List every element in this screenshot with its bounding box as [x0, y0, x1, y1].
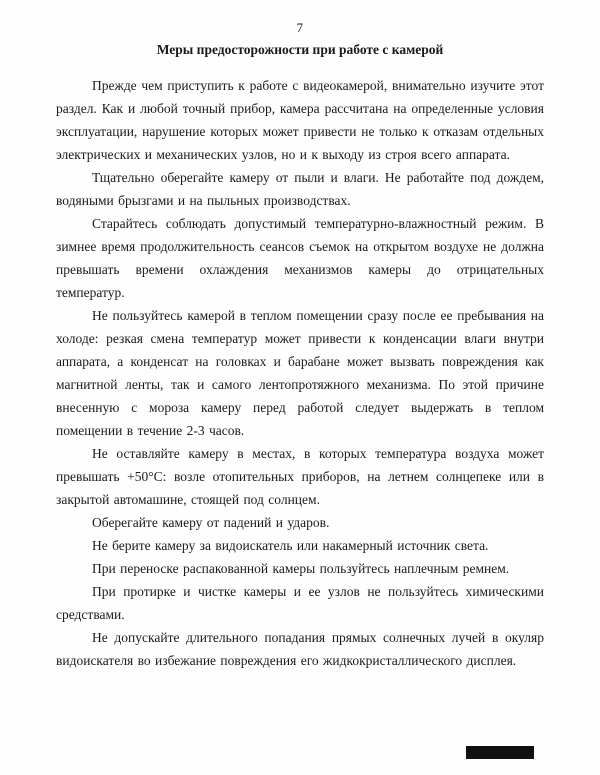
page-number: 7: [296, 20, 304, 35]
document-title: Меры предосторожности при работе с камерой: [156, 42, 444, 57]
paragraph: Не берите камеру за видоискатель или накамерный источник света.: [92, 538, 489, 553]
paragraph: Оберегайте камеру от падений и ударов.: [92, 515, 330, 530]
paragraph: При переноске распакованной камеры пользуйтесь наплечным ремнем.: [92, 561, 510, 576]
paragraph: Прежде чем приступить к работе с видеокамерой, внимательно изучите этот раздел. Как и любой точный прибор, камера рассчитана на определенные условия эксплуатации, нарушение которых может привести не только к отказам отдельных электрических и механических узлов, но и к выходу из строя всего аппарата.: [56, 78, 544, 162]
scan-artifact-mark: [466, 746, 534, 759]
paragraph: Не пользуйтесь камерой в теплом помещении сразу после ее пребывания на холоде: резкая смена температур может привести к конденсации влаги внутри аппарата, а конденсат на головках и барабане может вызвать повреждения как магнитной ленты, так и самого лентопротяжного механизма. По этой причине внесенную с мороза камеру перед работой следует выдержать в теплом помещении в течение 2-3 часов.: [56, 308, 544, 438]
paragraph: Не оставляйте камеру в местах, в которых температура воздуха может превышать +50°С: возле отопительных приборов, на летнем солнцепеке или в закрытой автомашине, стоящей под солнцем.: [56, 446, 544, 507]
paragraph: Старайтесь соблюдать допустимый температурно-влажностный режим. В зимнее время продолжительность сеансов съемок на открытом воздухе не должна превышать времени охлаждения механизмов камеры до отрицательных температур.: [56, 216, 544, 300]
paragraph: При протирке и чистке камеры и ее узлов не пользуйтесь химическими средствами.: [56, 584, 544, 622]
paragraph: Тщательно оберегайте камеру от пыли и влаги. Не работайте под дождем, водяными брызгами и на пыльных производствах.: [56, 170, 544, 208]
paragraph: Не допускайте длительного попадания прямых солнечных лучей в окуляр видоискателя во избежание повреждения его жидкокристаллического дисплея.: [56, 630, 544, 668]
document-body: [56, 74, 544, 672]
